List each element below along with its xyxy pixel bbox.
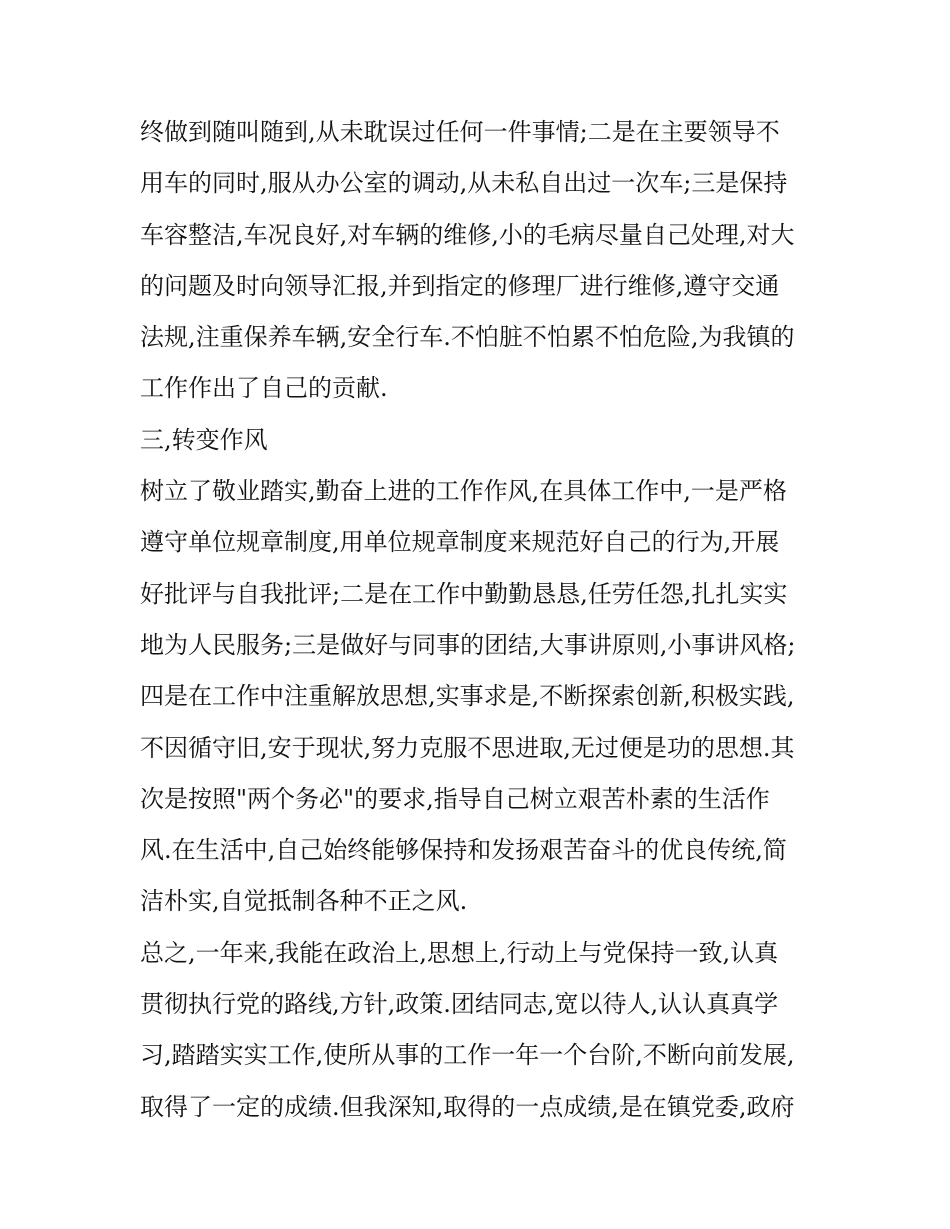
text-line: 法规,注重保养车辆,安全行车.不怕脏不怕累不怕危险,为我镇的 [140,323,795,352]
text-line: 终做到随叫随到,从未耽误过任何一件事情;二是在主要领导不 [140,118,780,146]
text-line: 次是按照"两个务必"的要求,指导自己树立艰苦朴素的生活作 [140,784,770,813]
text-line: 遵守单位规章制度,用单位规章制度来规范好自己的行为,开展 [140,528,780,557]
section-heading: 三,转变作风 [140,425,268,454]
text-line: 四是在工作中注重解放思想,实事求是,不断探索创新,积极实践, [140,682,795,711]
text-line: 用车的同时,服从办公室的调动,从未私自出过一次车;三是保持 [140,169,788,198]
text-line: 不因循守旧,安于现状,努力克服不思进取,无过便是功的思想.其 [140,733,795,762]
text-line: 好批评与自我批评;二是在工作中勤勤恳恳,任劳任怨,扎扎实实 [140,579,788,608]
text-line: 地为人民服务;三是做好与同事的团结,大事讲原则,小事讲风格; [140,630,796,659]
text-line: 工作作出了自己的贡献. [140,374,388,403]
text-line: 车容整洁,车况良好,对车辆的维修,小的毛病尽量自己处理,对大 [140,220,795,249]
text-line: 的问题及时向领导汇报,并到指定的修理厂进行维修,遵守交通 [140,271,780,300]
text-line: 贯彻执行党的路线,方针,政策.团结同志,宽以待人,认认真真学 [140,990,779,1019]
document-body [140,107,820,1133]
text-line: 取得了一定的成绩.但我深知,取得的一点成绩,是在镇党委,政府 [140,1092,795,1121]
text-line: 风.在生活中,自己始终能够保持和发扬艰苦奋斗的优良传统,简 [140,836,787,865]
text-line: 树立了敬业踏实,勤奋上进的工作作风,在具体工作中,一是严格 [140,477,787,506]
text-line: 习,踏踏实实工作,使所从事的工作一年一个台阶,不断向前发展, [140,1041,795,1070]
text-line: 总之,一年来,我能在政治上,思想上,行动上与党保持一致,认真 [140,938,779,967]
text-line: 洁朴实,自觉抵制各种不正之风. [140,887,468,916]
